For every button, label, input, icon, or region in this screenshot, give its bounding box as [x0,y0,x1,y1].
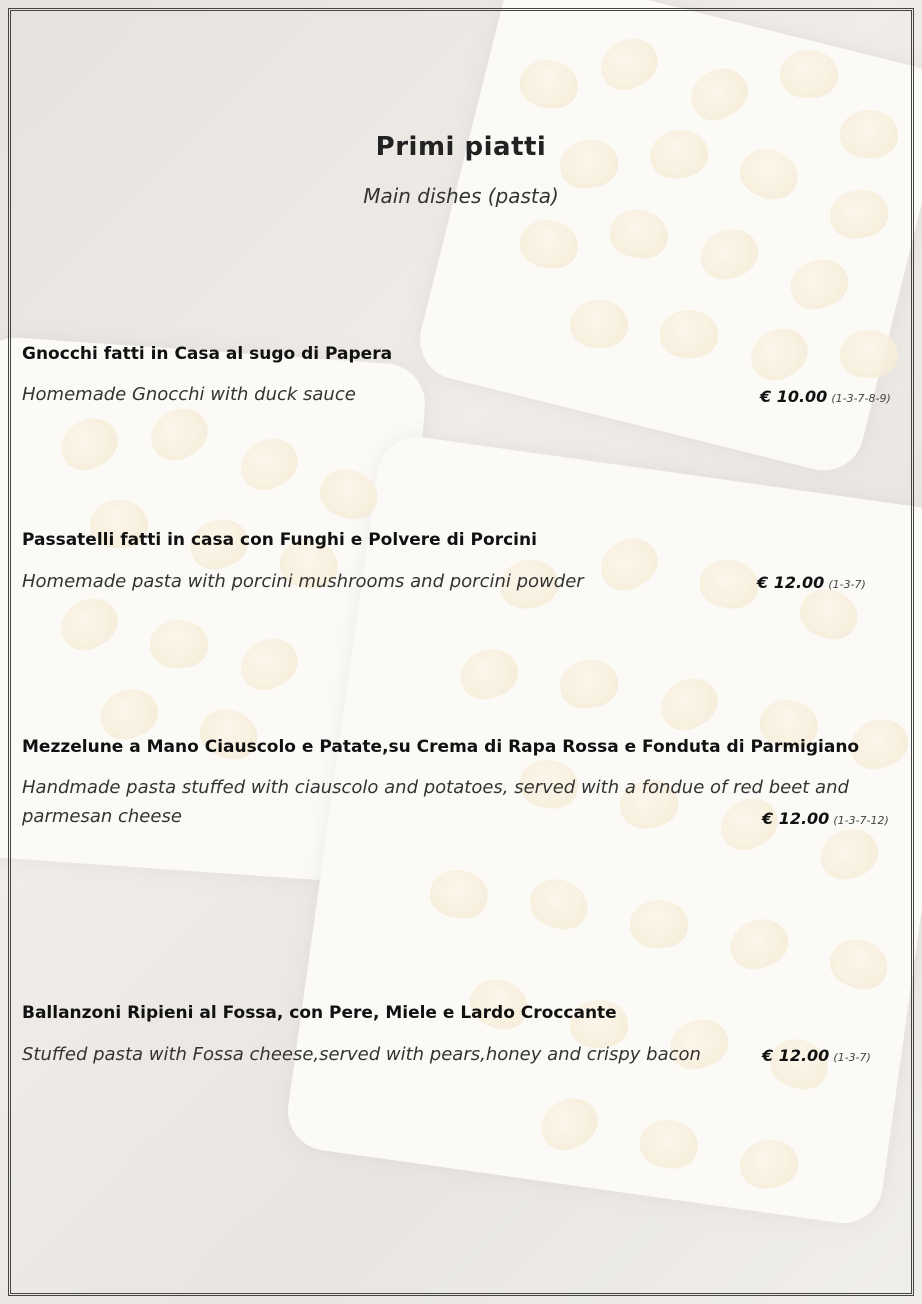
dish-name: Ballanzoni Ripieni al Fossa, con Pere, Miele e Lardo Croccante [22,1003,617,1023]
dish-description: Homemade Gnocchi with duck sauce [22,384,356,405]
price-value: € 12.00 [757,573,825,592]
allergen-codes: (1-3-7-12) [833,814,889,827]
price-value: € 10.00 [760,387,828,406]
dish-price [757,573,866,592]
dish-name: Passatelli fatti in casa con Funghi e Polvere di Porcini [22,530,537,550]
dish-description: Homemade pasta with porcini mushrooms and porcini powder [22,571,584,592]
dish-price [760,387,891,406]
price-value: € 12.00 [762,809,830,828]
price-value: € 12.00 [762,1046,830,1065]
allergen-codes: (1-3-7-8-9) [831,392,891,405]
dish-description: Handmade pasta stuffed with ciauscolo and potatoes, served with a fondue of red beet and parmesan cheese [22,777,849,827]
dish-name: Mezzelune a Mano Ciauscolo e Patate,su Crema di Rapa Rossa e Fonduta di Parmigiano [22,737,860,757]
dish-description: Stuffed pasta with Fossa cheese,served with pears,honey and crispy bacon [22,1044,701,1065]
page-subtitle: Main dishes (pasta) [363,184,559,208]
dish-price [762,1046,871,1065]
dish-price [762,809,889,828]
allergen-codes: (1-3-7) [828,578,866,591]
dish-name: Gnocchi fatti in Casa al sugo di Papera [22,344,393,364]
allergen-codes: (1-3-7) [833,1051,871,1064]
page-title: Primi piatti [375,132,547,162]
